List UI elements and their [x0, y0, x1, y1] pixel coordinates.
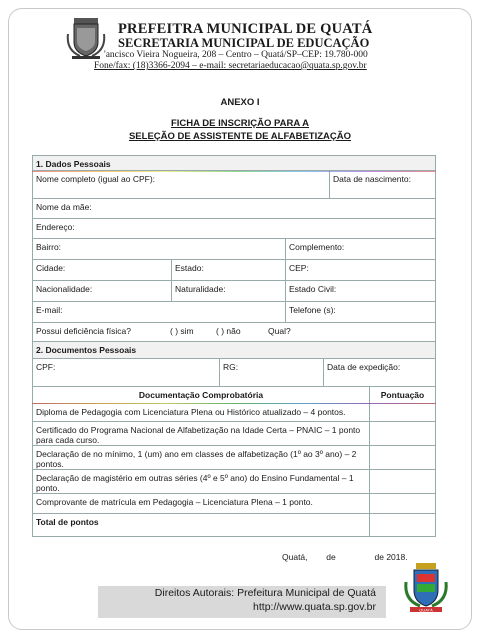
docs-table-header — [32, 387, 436, 404]
form-title-line2: SELEÇÃO DE ASSISTENTE DE ALFABETIZAÇÃO — [128, 131, 352, 142]
field-city[interactable]: Cidade: — [36, 263, 66, 273]
score-input[interactable] — [369, 422, 435, 445]
field-mother-name[interactable]: Nome da mãe: — [36, 202, 92, 212]
doc-row: Comprovante de matrícula em Pedagogia – Licenciatura Plena – 1 ponto. — [32, 494, 436, 514]
score-input[interactable] — [369, 446, 435, 469]
date-year: de 2018. — [374, 552, 408, 562]
section-personal-data: 1. Dados Pessoais — [32, 155, 436, 171]
annex-label: ANEXO I — [220, 97, 260, 108]
scan-color-artifact — [32, 171, 436, 172]
scan-color-artifact — [32, 403, 436, 404]
option-no[interactable]: ( ) não — [216, 326, 241, 336]
score-input[interactable] — [369, 494, 435, 513]
field-complement[interactable]: Complemento: — [285, 239, 435, 259]
field-zip[interactable]: CEP: — [285, 260, 435, 280]
option-yes[interactable]: ( ) sim — [170, 326, 194, 336]
date-de: de — [326, 552, 336, 562]
field-cpf[interactable]: CPF: — [36, 362, 56, 372]
field-address[interactable]: Endereço: — [36, 222, 75, 232]
row-contact — [32, 302, 436, 323]
letterhead — [94, 21, 458, 72]
doc-row: Diploma de Pedagogia com Licenciatura Plena ou Histórico atualizado – 4 pontos. — [32, 404, 436, 422]
field-full-name[interactable]: Nome completo (igual ao CPF): — [36, 174, 156, 184]
field-birth-date[interactable]: Data de nascimento: — [329, 171, 435, 198]
row-address — [32, 219, 436, 239]
field-phone[interactable]: Telefone (s): — [285, 302, 435, 322]
prefecture-name: PREFEITRA MUNICIPAL DE QUATÁ — [118, 21, 373, 37]
address-line: 'ancisco Vieira Nogueira, 208 – Centro – Quatá/SP–CEP: 19.780-000 — [104, 50, 368, 60]
field-nationality[interactable]: Nacionalidade: — [36, 284, 93, 294]
contact-line: Fone/fax: (18)3366-2094 – e-mail: secretariaeducacao@quata.sp.gov.br — [94, 61, 367, 71]
field-marital-status[interactable]: Estado Civil: — [285, 281, 435, 301]
field-issue-date[interactable]: Data de expedição: — [323, 359, 435, 386]
total-row — [32, 514, 436, 537]
row-mother — [32, 199, 436, 219]
field-email[interactable]: E-mail: — [36, 305, 63, 315]
total-score-input[interactable] — [369, 514, 435, 536]
doc-row: Declaração de magistério em outras séries (4º e 5º ano) do Ensino Fundamental – 1 ponto. — [32, 470, 436, 494]
field-rg[interactable]: RG: — [219, 359, 323, 386]
form-title-line1: FICHA DE INSCRIÇÃO PARA A — [170, 118, 310, 129]
municipal-crest-icon — [66, 14, 106, 60]
date-city: Quatá, — [282, 552, 308, 562]
total-label: Total de pontos — [36, 517, 99, 527]
svg-text:QUATÁ: QUATÁ — [419, 607, 433, 613]
row-id-docs — [32, 359, 436, 387]
footer-crest-icon — [402, 560, 450, 616]
doc-row: Declaração de no mínimo, 1 (um) ano em classes de alfabetização (1º ao 3º ano) – 2 pontos. — [32, 446, 436, 470]
docs-column-header: Documentação Comprobatória — [138, 390, 264, 400]
row-district — [32, 239, 436, 260]
row-nationality — [32, 281, 436, 302]
row-disability — [32, 323, 436, 342]
registration-form — [32, 155, 436, 537]
disability-question: Possui deficiência física? — [36, 326, 131, 336]
row-name — [32, 171, 436, 199]
secretariat-name: SECRETARIA MUNICIPAL DE EDUCAÇÃO — [118, 36, 370, 50]
field-which[interactable]: Qual? — [268, 326, 291, 336]
field-district[interactable]: Bairro: — [36, 242, 62, 252]
field-state[interactable]: Estado: — [171, 260, 285, 280]
score-column-header: Pontuação — [369, 387, 435, 403]
section-documents: 2. Documentos Pessoais — [32, 342, 436, 359]
doc-row: Certificado do Programa Nacional de Alfabetização na Idade Certa – PNAIC – 1 ponto para cada curso. — [32, 422, 436, 446]
row-city — [32, 260, 436, 281]
copyright-text: Direitos Autorais: Prefeitura Municipal de Quatá — [154, 587, 376, 599]
score-input[interactable] — [369, 404, 435, 421]
date-line — [282, 552, 408, 562]
score-input[interactable] — [369, 470, 435, 493]
field-birthplace[interactable]: Naturalidade: — [171, 281, 285, 301]
website-url: http://www.quata.sp.gov.br — [253, 601, 376, 613]
copyright-banner — [98, 586, 386, 618]
